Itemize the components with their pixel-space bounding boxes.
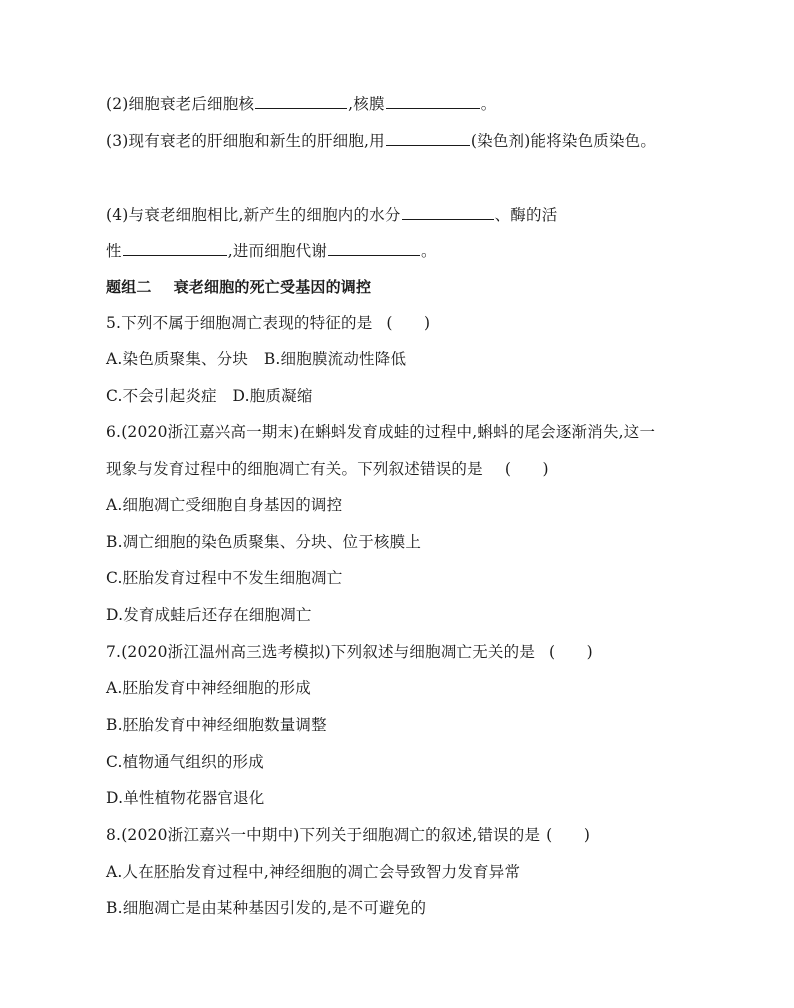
option-d[interactable]: D.单性植物花器官退化 xyxy=(106,789,265,807)
question-6-option-c xyxy=(106,567,342,589)
question-4-line2-prefix: 性 xyxy=(106,242,122,260)
question-6-stem-1 xyxy=(106,421,655,443)
question-4-line1-prefix: (4)与衰老细胞相比,新产生的细胞内的水分 xyxy=(106,206,401,224)
question-8-text: 8.(2020浙江嘉兴一中期中)下列关于细胞凋亡的叙述,错误的是 xyxy=(106,826,541,844)
question-4-line1-suffix: 、酶的活 xyxy=(494,206,558,224)
option-c[interactable]: C.植物通气组织的形成 xyxy=(106,753,264,771)
option-a[interactable]: A.细胞凋亡受细胞自身基因的调控 xyxy=(106,496,343,514)
question-8-stem xyxy=(106,824,590,846)
answer-paren[interactable]: ( ) xyxy=(549,643,593,661)
question-5-options-cd xyxy=(106,385,313,407)
question-6-text-1: 6.(2020浙江嘉兴高一期末)在蝌蚪发育成蛙的过程中,蝌蚪的尾会逐渐消失,这一 xyxy=(106,423,656,441)
answer-blank[interactable] xyxy=(255,92,347,109)
option-b[interactable]: B.胚胎发育中神经细胞数量调整 xyxy=(106,716,327,734)
question-5-stem xyxy=(106,312,430,334)
option-c[interactable]: C.胚胎发育过程中不发生细胞凋亡 xyxy=(106,569,343,587)
question-4-line-2 xyxy=(106,239,437,262)
question-2-sep: ,核膜 xyxy=(348,95,385,113)
answer-blank[interactable] xyxy=(386,92,480,109)
question-4-line2-suffix: 。 xyxy=(421,242,437,260)
answer-paren[interactable]: ( ) xyxy=(386,314,431,332)
section-label: 题组二 xyxy=(106,278,152,296)
question-6-option-b xyxy=(106,531,421,553)
answer-blank[interactable] xyxy=(386,129,470,146)
question-7-option-c xyxy=(106,751,264,773)
question-7-option-b xyxy=(106,714,327,736)
question-3-prefix: (3)现有衰老的肝细胞和新生的肝细胞,用 xyxy=(106,132,385,150)
question-3-line xyxy=(106,129,656,152)
option-d[interactable]: D.发育成蛙后还存在细胞凋亡 xyxy=(106,606,312,624)
question-4-line-1 xyxy=(106,203,557,226)
question-6-stem-2 xyxy=(106,458,549,480)
option-a[interactable]: A.胚胎发育中神经细胞的形成 xyxy=(106,679,311,697)
question-8-option-a xyxy=(106,861,520,883)
option-cd[interactable]: C.不会引起炎症 D.胞质凝缩 xyxy=(106,387,313,405)
answer-blank[interactable] xyxy=(402,203,494,220)
question-2-suffix: 。 xyxy=(480,95,497,113)
answer-paren[interactable]: ( ) xyxy=(504,460,549,478)
question-6-text-2: 现象与发育过程中的细胞凋亡有关。下列叙述错误的是 xyxy=(106,460,483,478)
section-heading xyxy=(106,276,371,298)
question-2-prefix: (2)细胞衰老后细胞核 xyxy=(106,95,255,113)
answer-blank[interactable] xyxy=(123,239,227,256)
question-7-stem xyxy=(106,641,593,663)
question-4-line2-mid: ,进而细胞代谢 xyxy=(227,242,328,260)
question-7-text: 7.(2020浙江温州高三选考模拟)下列叙述与细胞凋亡无关的是 xyxy=(106,643,536,661)
question-2-line xyxy=(106,92,496,115)
section-title: 衰老细胞的死亡受基因的调控 xyxy=(173,278,372,296)
question-7-option-a xyxy=(106,677,311,699)
option-b[interactable]: B.细胞凋亡是由某种基因引发的,是不可避免的 xyxy=(106,899,427,917)
option-ab[interactable]: A.染色质聚集、分块 B.细胞膜流动性降低 xyxy=(106,350,407,368)
question-8-option-b xyxy=(106,897,426,919)
answer-paren[interactable]: ( ) xyxy=(546,826,591,844)
option-a[interactable]: A.人在胚胎发育过程中,神经细胞的凋亡会导致智力发育异常 xyxy=(106,863,521,881)
question-7-option-d xyxy=(106,787,265,809)
question-6-option-d xyxy=(106,604,312,626)
question-3-suffix: (染色剂)能将染色质染色。 xyxy=(470,132,657,150)
answer-blank[interactable] xyxy=(328,239,420,256)
question-5-options-ab xyxy=(106,348,406,370)
question-6-option-a xyxy=(106,494,342,516)
question-5-text: 5.下列不属于细胞凋亡表现的特征的是 xyxy=(106,314,373,332)
option-b[interactable]: B.凋亡细胞的染色质聚集、分块、位于核膜上 xyxy=(106,533,422,551)
